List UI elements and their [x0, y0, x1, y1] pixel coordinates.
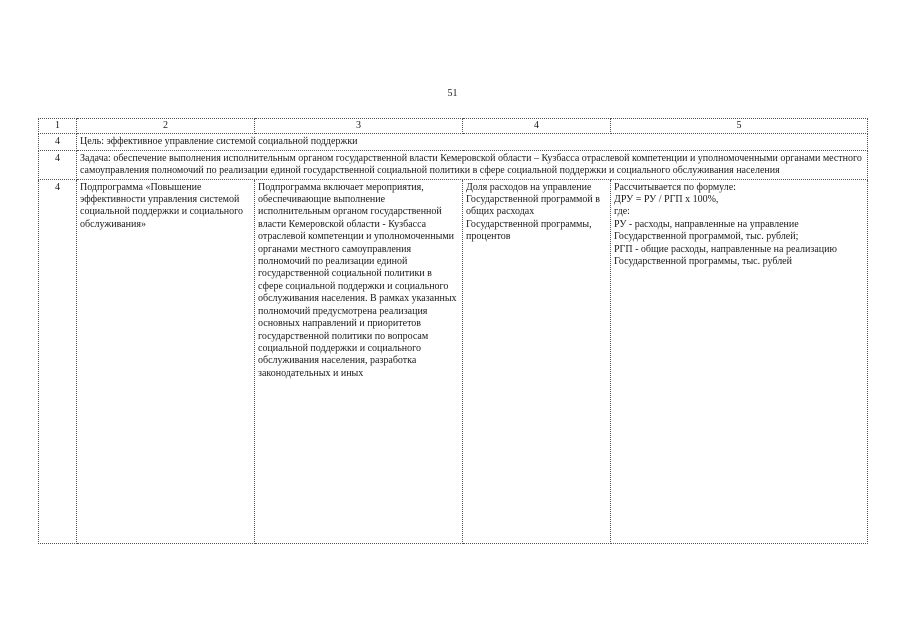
- table-row: [39, 134, 868, 150]
- indicator-table: [38, 118, 868, 544]
- header-cell-5: 5: [611, 119, 868, 134]
- header-cell-2: 2: [77, 119, 255, 134]
- row-number: 4: [39, 150, 77, 179]
- calculation-formula: Рассчитывается по формуле: ДРУ = РУ / РГП x 100%, где: РУ - расходы, направленные на управление Государственной программой, тыс. рублей; РГП - общие расходы, направленные на реализацию Государственной программы, тыс. рублей: [611, 179, 868, 543]
- header-cell-4: 4: [463, 119, 611, 134]
- row-number: 4: [39, 179, 77, 543]
- table-row: [39, 150, 868, 179]
- subprogram-description: Подпрограмма включает мероприятия, обеспечивающие выполнение исполнительным органом государственной власти Кемеровской области - Кузбасса отраслевой компетенции и уполномоченными органами местного самоуправления полномочий по реализации единой государственной социальной политики в сфере социальной поддержки и социального обслуживания населения. В рамках указанных полномочий предусмотрена реализация основных направлений и приоритетов государственной политики по вопросам социальной поддержки и социального обслуживания населения, разработка законодательных и иных: [255, 179, 463, 543]
- header-cell-1: 1: [39, 119, 77, 134]
- indicator-name: Доля расходов на управление Государственной программой в общих расходах Государственной программы, процентов: [463, 179, 611, 543]
- table-header-row: [39, 119, 868, 134]
- page-number: 51: [447, 88, 458, 99]
- task-text: Задача: обеспечение выполнения исполнительным органом государственной власти Кемеровской области – Кузбасса отраслевой компетенции и уполномоченными органами местного самоуправления полномочий по реализации единой государственной социальной политики в сфере социальной поддержки и социального обслуживания населения: [77, 150, 868, 179]
- header-cell-3: 3: [255, 119, 463, 134]
- goal-text: Цель: эффективное управление системой социальной поддержки: [77, 134, 868, 150]
- row-number: 4: [39, 134, 77, 150]
- table-row: [39, 179, 868, 543]
- subprogram-name: Подпрограмма «Повышение эффективности управления системой социальной поддержки и социального обслуживания»: [77, 179, 255, 543]
